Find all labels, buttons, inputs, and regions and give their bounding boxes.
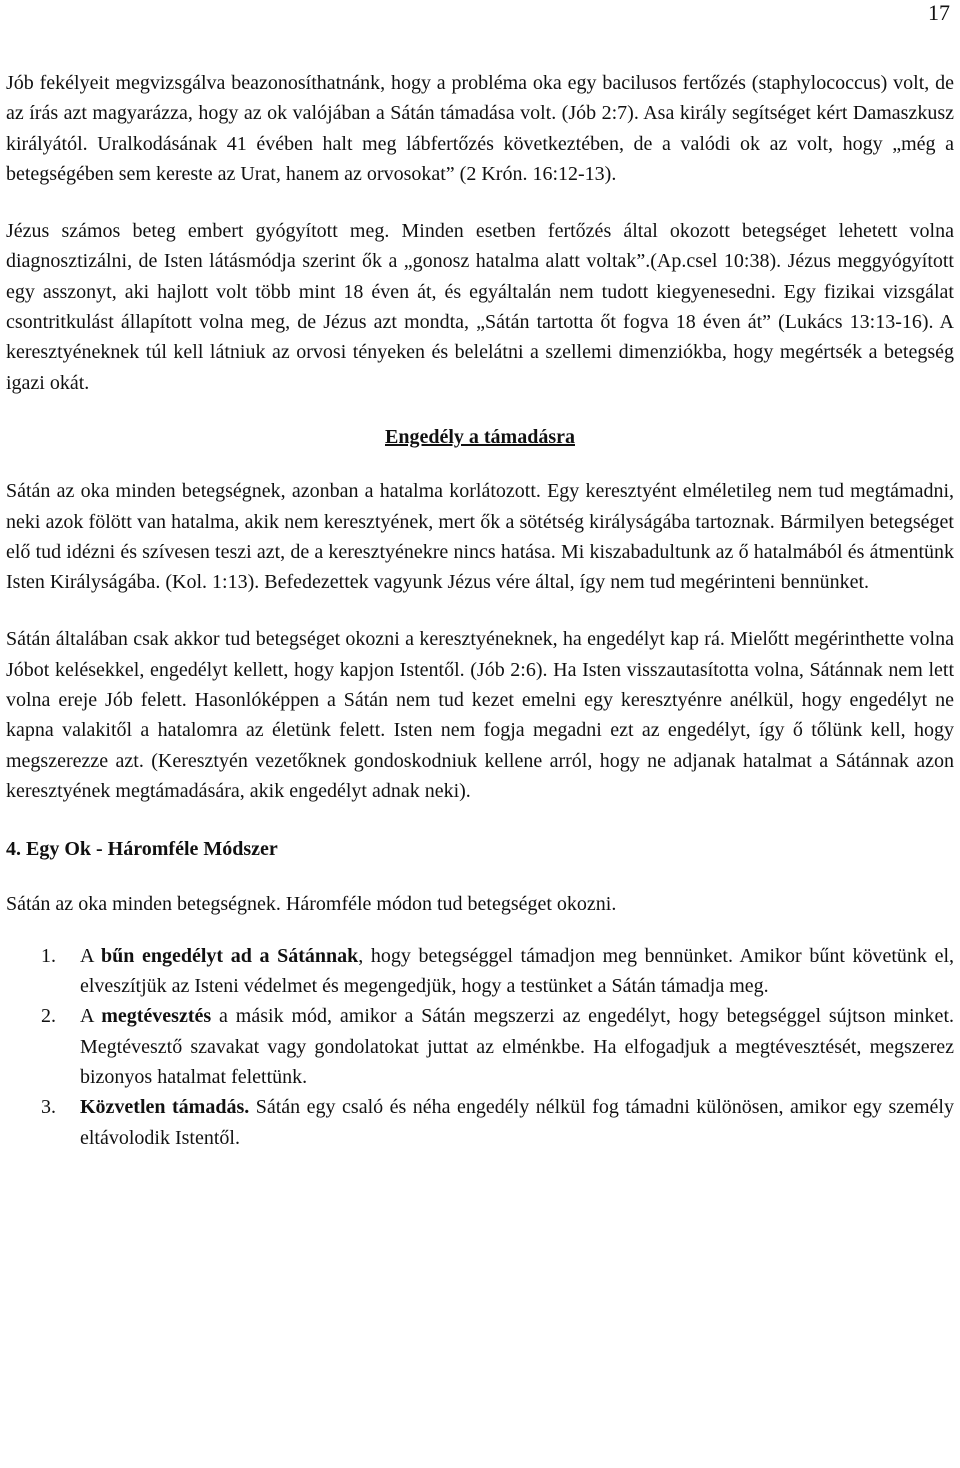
list-item-bold: bűn engedélyt ad a Sátánnak: [100, 944, 359, 967]
paragraph-jesus-healing: Jézus számos beteg embert gyógyított meg. Minden esetben fertőzés által okozott betegséget lehetett volna diagnosztizálni, de Isten látásmódja szerint ők a „gonosz hatalma alatt voltak”.(Ap.csel 10:38). Jézus meggyógyított egy asszonyt, aki hajlott volt több mint 18 éven át, és egyáltalán nem tudott kiegyenesedni. Egy fizikai vizsgálat csontritkulást állapított volna meg, de Jézus azt mondta, „Sátán tartotta őt fogva 18 éven át” (Lukács 13:13-16). A keresztyéneknek túl kell látniuk az orvosi tényeken és belelátni a szellemi dimenziókba, hogy megértsék a betegség igazi okát.: [6, 220, 954, 394]
page-content: [6, 68, 954, 1153]
list-item: [6, 1092, 954, 1153]
list-item-bold: megtévesztés: [101, 1005, 212, 1028]
paragraph-three-ways: Sátán az oka minden betegségnek. Háromféle módon tud betegséget okozni.: [6, 892, 617, 915]
page-number: 17: [928, 0, 950, 25]
list-item-text: Sátán egy csaló és néha engedély nélkül fog támadni különösen, amikor egy személy eltávolodik Istentől.: [80, 1096, 954, 1149]
heading-section-4: 4. Egy Ok - Háromféle Módszer: [6, 838, 278, 861]
methods-list: [6, 941, 954, 1153]
list-item-prefix: A: [80, 944, 101, 967]
list-item-number: 3.: [41, 1096, 56, 1119]
list-item: [6, 1001, 954, 1092]
list-item-prefix: A: [80, 1005, 102, 1028]
paragraph-satan-limited: Sátán az oka minden betegségnek, azonban a hatalma korlátozott. Egy keresztyént elméletileg nem tud megtámadni, neki azok fölött van hatalma, akik nem keresztyének, mert ők a sötétség királyságába tartoznak. Bármilyen betegséget elő tud idézni és szívesen teszi azt, de a keresztyénekre nincs hatása. Mi kiszabadultunk az ő hatalmából és átmentünk Isten Királyságába. (Kol. 1:13). Befedezettek vagyunk Jézus vére által, így nem tud megérinteni bennünket.: [6, 480, 954, 594]
heading-permission: Engedély a támadásra: [385, 425, 575, 448]
list-item-bold: Közvetlen támadás.: [80, 1096, 250, 1119]
paragraph-permission: Sátán általában csak akkor tud betegséget okozni a keresztyéneknek, ha engedélyt kap rá. Mielőtt megérinthette volna Jóbot kelésekkel, engedélyt kellett, hogy kapjon Istentől. (Jób 2:6). Ha Isten visszautasította volna, Sátánnak nem lett volna ereje Jób felett. Hasonlóképpen a Sátán nem tud kezet emelni egy keresztyénre anélkül, hogy engedélyt ne kapna valakitől a hatalomra az életünk felett. Isten nem fogja megadni ezt az engedélyt, így ő tőlünk kell, hogy megszerezze azt. (Keresztyén vezetőknek gondoskodniuk kellene arról, hogy ne adjanak hatalmat a Sátánnak azon keresztyének megtámadására, akik engedélyt adnak neki).: [6, 628, 954, 802]
list-item: [6, 941, 954, 1002]
list-item-number: 2.: [41, 1005, 56, 1028]
list-item-text: a másik mód, amikor a Sátán megszerzi az engedélyt, hogy betegséggel sújtson minket. Megtévesztő szavakat vagy gondolatokat juttat az elménkbe. Ha elfogadjuk a megtévesztését, megszerez bizonyos hatalmat felettünk.: [80, 1005, 954, 1089]
paragraph-job-asa: Jób fekélyeit megvizsgálva beazonosíthatnánk, hogy a probléma oka egy bacilusos fertőzés (staphylococcus) volt, de az írás azt magyarázza, hogy az ok valójában a Sátán támadása volt. (Jób 2:7). Asa király segítséget kért Damaszkusz királyától. Uralkodásának 41 évében halt meg lábfertőzés következtében, de a valódi ok az volt, hogy „még a betegségében sem kereste az Urat, hanem az orvosokat” (2 Krón. 16:12-13).: [6, 72, 954, 185]
document-page: [6, 0, 954, 1468]
list-item-text: , hogy betegséggel támadjon meg bennünket. Amikor bűnt követünk el, elveszítjük az Isteni védelmet és megengedjük, hogy a testünket a Sátán támadja meg.: [80, 944, 954, 998]
list-item-number: 1.: [41, 944, 56, 967]
